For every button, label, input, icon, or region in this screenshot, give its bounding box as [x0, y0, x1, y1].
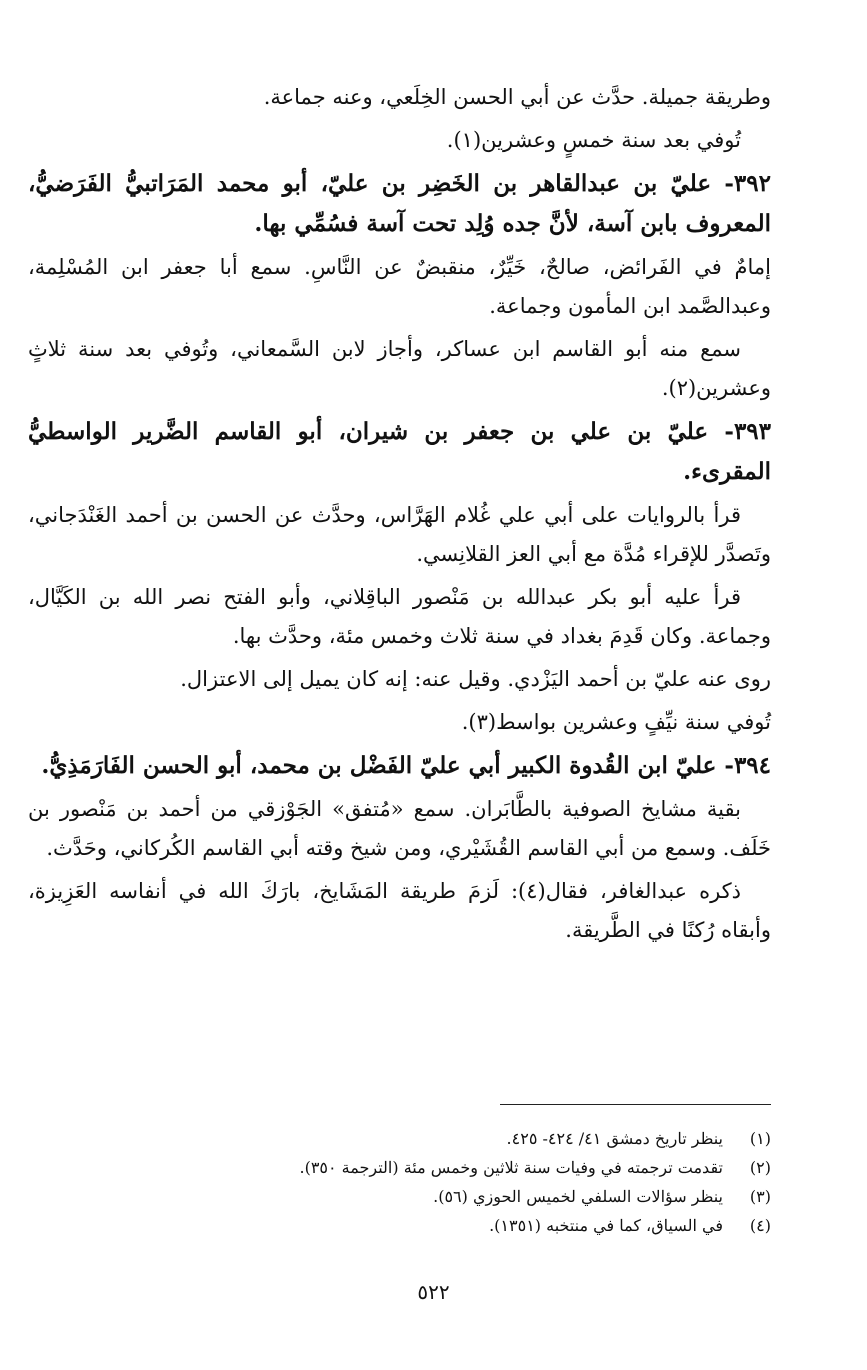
- page-body: [28, 78, 771, 954]
- entry-393: [28, 412, 771, 742]
- footnote: [40, 1211, 771, 1240]
- entry-number: ٣٩٢-: [724, 170, 771, 197]
- footnote-text: في السياق، كما في منتخبه (١٣٥١).: [489, 1216, 723, 1235]
- paragraph: قرأ بالروايات على أبي علي غُلام الهَرَّاس، وحدَّث عن الحسن بن أحمد الغَنْدَجاني، وتَصدَّر للإقراء مُدَّة مع أبي العز القلانِسي.: [28, 503, 771, 566]
- paragraph: إمامٌ في الفَرائض، صالحٌ، خَيِّرٌ، منقبضٌ عن النَّاسِ. سمع أبا جعفر ابن المُسْلِمة، وعبدالصَّمد ابن المأمون وجماعة.: [28, 255, 771, 318]
- page-number: ٥٢٢: [417, 1280, 450, 1304]
- entry-title: عليّ بن علي بن جعفر بن شيران، أبو القاسم الضَّرير الواسطيُّ المقرىء.: [28, 418, 771, 485]
- footnote-number: (١): [749, 1129, 771, 1148]
- footnote-number: (٣): [749, 1187, 771, 1206]
- paragraph: سمع منه أبو القاسم ابن عساكر، وأجاز لابن السَّمعاني، وتُوفي بعد سنة ثلاثٍ وعشرين(٢).: [28, 337, 771, 400]
- entry-394: [28, 746, 771, 950]
- footnote-text: ينظر سؤالات السلفي لخميس الحوزي (٥٦).: [433, 1187, 723, 1206]
- paragraph: بقية مشايخ الصوفية بالطَّابَران. سمع «مُتفق» الجَوْزقي من أحمد بن مَنْصور بن خَلَف. وسمع من أبي القاسم القُشَيْري، ومن شيخ وقته أبي القاسم الكُركاني، وحَدَّث.: [28, 797, 771, 860]
- entry-number: ٣٩٣-: [724, 418, 771, 445]
- footnote-text: تقدمت ترجمته في وفيات سنة ثلاثين وخمس مئة (الترجمة ٣٥٠).: [299, 1158, 723, 1177]
- paragraph: روى عنه عليّ بن أحمد اليَزْدي. وقيل عنه: إنه كان يميل إلى الاعتزال.: [180, 667, 771, 691]
- footnotes: [40, 1124, 771, 1240]
- footnote-number: (٢): [749, 1158, 771, 1177]
- footnote: [40, 1153, 771, 1182]
- paragraph: وطريقة جميلة. حدَّث عن أبي الحسن الخِلَعي، وعنه جماعة.: [263, 85, 771, 109]
- paragraph: تُوفي بعد سنة خمسٍ وعشرين(١).: [446, 128, 741, 152]
- entry-heading: [28, 164, 771, 244]
- paragraph: ذكره عبدالغافر، فقال(٤): لَزمَ طريقة المَشَايخ، بارَكَ الله في أنفاسه العَزِيزة، وأبقاه رُكنًا في الطَّريقة.: [28, 879, 771, 942]
- footnote-divider: [500, 1104, 771, 1105]
- footnote-number: (٤): [749, 1216, 771, 1235]
- entry-title: عليّ بن عبدالقاهر بن الخَضِر بن عليّ، أبو محمد المَرَاتبيُّ الفَرَضيُّ، المعروف بابن آسة، لأنَّ جده وُلِد تحت آسة فسُمِّي بها.: [28, 170, 771, 237]
- footnote-text: ينظر تاريخ دمشق ٤١/ ٤٢٤- ٤٢٥.: [506, 1129, 723, 1148]
- entry-heading: [28, 412, 771, 492]
- entry-number: ٣٩٤-: [724, 752, 771, 779]
- footnote: [40, 1182, 771, 1211]
- entry-392: [28, 164, 771, 408]
- paragraph: تُوفي سنة نيِّفٍ وعشرين بواسط(٣).: [461, 710, 771, 734]
- paragraph: قرأ عليه أبو بكر عبدالله بن مَنْصور الباقِلاني، وأبو الفتح نصر الله بن الكَيَّال، وجماعة. وكان قَدِمَ بغداد في سنة ثلاث وخمس مئة، وحدَّث بها.: [28, 585, 771, 648]
- entry-heading: [28, 746, 771, 786]
- entry-title: عليّ ابن القُدوة الكبير أبي عليّ الفَضْل بن محمد، أبو الحسن الفَارَمَذِيُّ.: [41, 752, 717, 779]
- footnote: [40, 1124, 771, 1153]
